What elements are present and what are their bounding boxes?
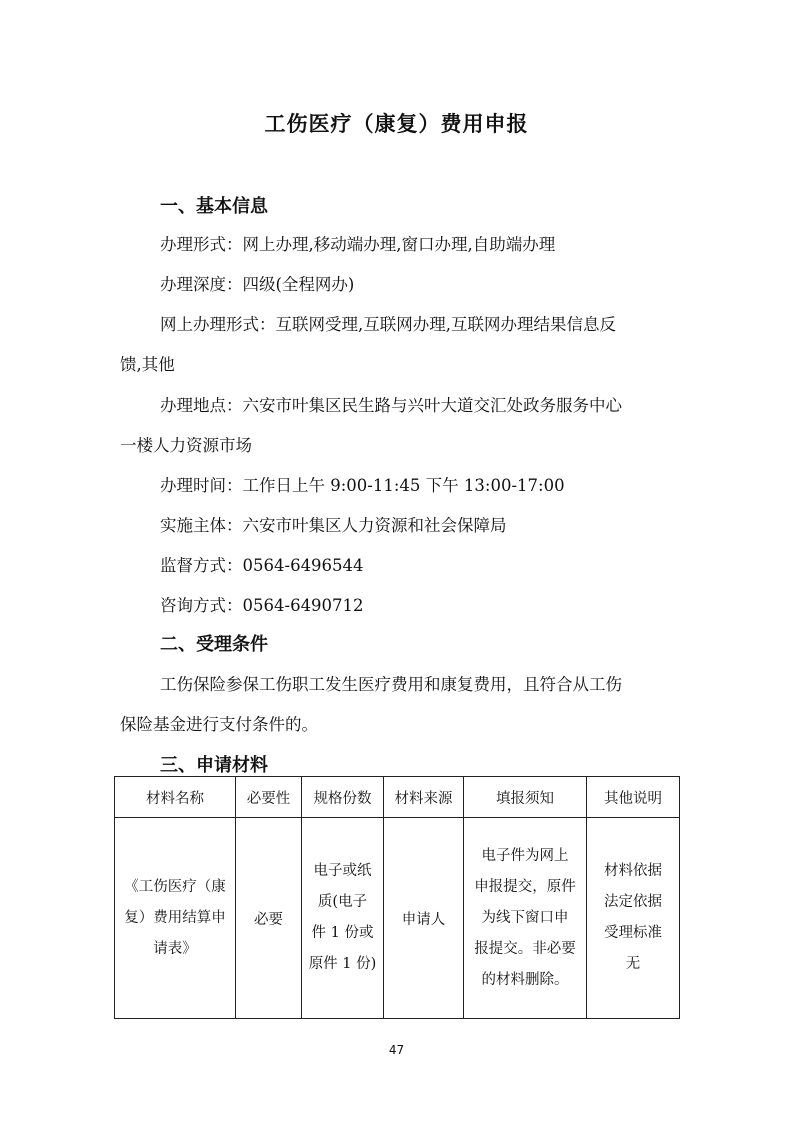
materials-table [114,776,680,1019]
cell-line: 复）费用结算申 [124,909,226,926]
handling-depth: 办理深度：四级(全程网办) [160,275,355,294]
header-notes: 填报须知 [464,777,587,818]
page-title: 工伤医疗（康复）费用申报 [264,112,529,136]
online-handling-form-line2: 馈,其他 [120,355,175,374]
section-heading-materials: 三、申请材料 [160,755,268,776]
cell-line: 电子或纸 [313,863,372,879]
supervision-phone: 监督方式：0564-6496544 [160,556,364,575]
cell-notes [464,818,587,1019]
cell-line: 为线下窗口申 [481,909,569,926]
cell-line: 请表》 [153,940,197,957]
section-heading-conditions: 二、受理条件 [160,634,268,655]
page-number: 47 [388,1043,405,1057]
location-line1: 办理地点：六安市叶集区民生路与兴叶大道交汇处政务服务中心 [160,396,622,415]
cell-line: 法定依据 [604,894,662,910]
implementing-body: 实施主体：六安市叶集区人力资源和社会保障局 [160,516,507,535]
conditions-line2: 保险基金进行支付条件的。 [120,715,318,734]
cell-line: 申报提交，原件 [474,878,576,895]
cell-line: 报提交。非必要 [474,940,576,957]
cell-line: 的材料删除。 [481,971,569,988]
cell-material-name [115,818,236,1019]
cell-line: 质(电子 [317,894,368,910]
conditions-line1: 工伤保险参保工伤职工发生医疗费用和康复费用，且符合从工伤 [160,675,622,694]
cell-spec [302,818,384,1019]
cell-other [587,818,680,1019]
handling-form: 办理形式：网上办理,移动端办理,窗口办理,自助端办理 [160,235,556,254]
consult-phone: 咨询方式：0564-6490712 [160,596,364,615]
handling-time: 办理时间：工作日上午 9:00-11:45 下午 13:00-17:00 [160,476,565,495]
cell-line: 件 1 份或 [311,925,374,941]
table-row [115,818,680,1019]
cell-line: 受理标准 [604,925,662,941]
cell-line: 《工伤医疗（康 [124,878,226,895]
header-other: 其他说明 [587,777,680,818]
online-handling-form-line1: 网上办理形式：互联网受理,互联网办理,互联网办理结果信息反 [160,315,616,334]
header-material-name: 材料名称 [115,777,236,818]
header-spec: 规格份数 [302,777,384,818]
header-source: 材料来源 [384,777,464,818]
cell-line: 原件 1 份) [308,956,377,972]
location-line2: 一楼人力资源市场 [120,436,252,455]
cell-line: 无 [625,956,641,972]
table-header-row [115,777,680,818]
section-heading-basic-info: 一、基本信息 [160,196,268,217]
cell-source: 申请人 [384,818,464,1019]
header-necessity: 必要性 [236,777,302,818]
cell-line: 材料依据 [604,863,662,879]
cell-necessity: 必要 [236,818,302,1019]
cell-line: 电子件为网上 [481,847,569,864]
